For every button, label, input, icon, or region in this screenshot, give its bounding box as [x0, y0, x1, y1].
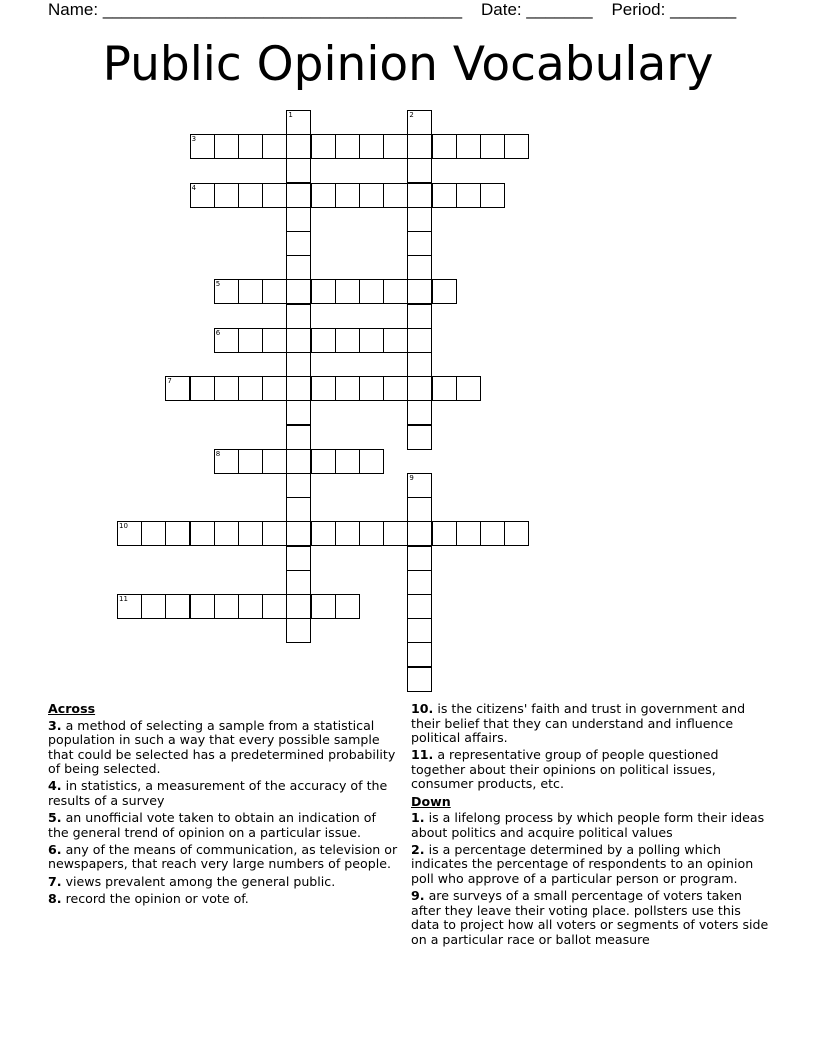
crossword-cell[interactable] — [190, 594, 215, 619]
crossword-cell[interactable] — [407, 667, 432, 692]
clue-item — [48, 779, 398, 808]
crossword-cell[interactable] — [262, 279, 287, 304]
crossword-cell[interactable] — [407, 497, 432, 522]
crossword-cell[interactable] — [286, 352, 311, 377]
crossword-cell[interactable] — [286, 158, 311, 183]
clue-number: 7 — [167, 377, 172, 386]
crossword-cell[interactable] — [432, 376, 457, 401]
clue-item-text: is a percentage determined by a polling which indicates the percentage of respondents to an opinion poll who approve of a particular person or program. — [411, 841, 754, 887]
crossword-cell[interactable] — [480, 183, 505, 208]
crossword-cell[interactable] — [407, 570, 432, 595]
crossword-cell[interactable] — [286, 594, 311, 619]
crossword-cell[interactable] — [117, 594, 142, 619]
crossword-cell[interactable] — [214, 594, 239, 619]
crossword-cell[interactable] — [286, 546, 311, 571]
crossword-cell[interactable] — [432, 279, 457, 304]
clue-item-text: an unofficial vote taken to obtain an indication of the general trend of opinion on a particular issue. — [48, 810, 376, 840]
crossword-cell[interactable] — [286, 400, 311, 425]
clue-item-number: 3. — [48, 717, 62, 733]
crossword-cell[interactable] — [432, 521, 457, 546]
clue-item-number: 10. — [411, 701, 434, 716]
clue-item-text: record the opinion or vote of. — [65, 890, 249, 906]
crossword-cell[interactable] — [407, 279, 432, 304]
crossword-cell[interactable] — [480, 134, 505, 159]
crossword-cell[interactable] — [286, 618, 311, 643]
crossword-cell[interactable] — [214, 376, 239, 401]
across-clue-list-continued — [411, 702, 771, 792]
crossword-cell[interactable] — [190, 183, 215, 208]
crossword-cell[interactable] — [407, 207, 432, 232]
crossword-cell[interactable] — [165, 594, 190, 619]
clue-item-text: any of the means of communication, as television or newspapers, that reach very large numbers of people. — [48, 841, 398, 872]
clue-number: 9 — [409, 474, 414, 482]
clues-right-column — [411, 702, 771, 950]
crossword-cell[interactable] — [335, 594, 360, 619]
crossword-cell[interactable] — [311, 134, 336, 159]
crossword-cell[interactable] — [214, 328, 239, 353]
crossword-cell[interactable] — [407, 425, 432, 450]
name-blank[interactable]: ______________________________________ — [102, 0, 463, 19]
clue-item-number: 6. — [48, 841, 62, 857]
clue-item-number: 4. — [48, 778, 62, 794]
crossword-cell[interactable] — [286, 521, 311, 546]
crossword-cell[interactable] — [456, 521, 481, 546]
crossword-cell[interactable] — [359, 328, 384, 353]
crossword-cell[interactable] — [407, 183, 432, 208]
crossword-cell[interactable] — [262, 134, 287, 159]
crossword-cell[interactable] — [238, 183, 263, 208]
crossword-cell[interactable] — [359, 134, 384, 159]
crossword-cell[interactable] — [504, 521, 529, 546]
crossword-cell[interactable] — [238, 134, 263, 159]
crossword-cell[interactable] — [432, 134, 457, 159]
crossword-cell[interactable] — [456, 134, 481, 159]
crossword-cell[interactable] — [407, 546, 432, 571]
clue-item-text: a method of selecting a sample from a statistical population in such a way that every possible sample that could be selected has a predetermined probability of being selected. — [48, 717, 396, 777]
crossword-cell[interactable] — [311, 279, 336, 304]
crossword-cell[interactable] — [407, 642, 432, 667]
crossword-cell[interactable] — [238, 594, 263, 619]
crossword-cell[interactable] — [407, 255, 432, 280]
crossword-cell[interactable] — [335, 449, 360, 474]
crossword-cell[interactable] — [407, 376, 432, 401]
crossword-cell[interactable] — [335, 183, 360, 208]
clue-number: 5 — [215, 280, 221, 289]
clue-item — [48, 719, 398, 777]
clue-number: 3 — [191, 135, 197, 144]
crossword-cell[interactable] — [286, 449, 311, 474]
clue-item-number: 1. — [411, 810, 425, 826]
clue-number: 11 — [119, 595, 128, 603]
crossword-cell[interactable] — [359, 449, 384, 474]
name-label: Name: — [48, 0, 99, 19]
crossword-cell[interactable] — [456, 376, 481, 401]
crossword-cell[interactable] — [383, 183, 408, 208]
crossword-cell[interactable] — [383, 328, 408, 353]
crossword-cell[interactable] — [214, 134, 239, 159]
crossword-cell[interactable] — [141, 521, 166, 546]
clue-item-number: 11. — [411, 747, 434, 763]
clue-item — [48, 843, 398, 872]
crossword-cell[interactable] — [286, 255, 311, 280]
crossword-cell[interactable] — [286, 207, 311, 232]
crossword-cell[interactable] — [238, 449, 263, 474]
clue-item — [48, 892, 398, 907]
clue-number: 10 — [119, 522, 128, 531]
crossword-cell[interactable] — [407, 400, 432, 425]
crossword-cell[interactable] — [335, 376, 360, 401]
clue-item — [411, 811, 771, 840]
crossword-cell[interactable] — [286, 134, 311, 159]
crossword-cell[interactable] — [214, 449, 239, 474]
clue-item-text: are surveys of a small percentage of voters taken after they leave their voting place. pollsters use this data to project how all voters or segments of voters side on a particular race or ballot measure — [411, 888, 769, 947]
crossword-cell[interactable] — [359, 521, 384, 546]
crossword-cell[interactable] — [456, 183, 481, 208]
period-label: Period: — [611, 0, 666, 19]
crossword-cell[interactable] — [190, 376, 215, 401]
crossword-cell[interactable] — [286, 425, 311, 450]
crossword-cell[interactable] — [238, 328, 263, 353]
crossword-cell[interactable] — [359, 376, 384, 401]
crossword-cell[interactable] — [335, 328, 360, 353]
clue-item-text: a representative group of people questioned together about their opinions on political issues, consumer products, etc. — [411, 747, 719, 792]
clue-item — [411, 843, 771, 887]
clue-item — [48, 811, 398, 840]
crossword-cell[interactable] — [480, 521, 505, 546]
clue-item — [411, 702, 771, 746]
clue-item-number: 8. — [48, 890, 62, 906]
clue-item-number: 2. — [411, 841, 425, 857]
crossword-cell[interactable] — [407, 231, 432, 256]
crossword-cell[interactable] — [286, 279, 311, 304]
down-heading: Down — [411, 793, 451, 809]
crossword-cell[interactable] — [238, 376, 263, 401]
crossword-cell[interactable] — [335, 521, 360, 546]
crossword-cell[interactable] — [407, 134, 432, 159]
crossword-cell[interactable] — [407, 328, 432, 353]
crossword-cell[interactable] — [407, 304, 432, 329]
period-blank[interactable]: _______ — [670, 0, 737, 19]
crossword-cell[interactable] — [141, 594, 166, 619]
crossword-cell[interactable] — [311, 449, 336, 474]
crossword-cell[interactable] — [407, 618, 432, 643]
crossword-cell[interactable] — [190, 521, 215, 546]
date-blank[interactable]: _______ — [526, 0, 593, 19]
crossword-cell[interactable] — [286, 473, 311, 498]
crossword-cell[interactable] — [335, 134, 360, 159]
crossword-cell[interactable] — [311, 521, 336, 546]
clue-item-number: 9. — [411, 888, 425, 904]
crossword-cell[interactable] — [117, 521, 142, 546]
crossword-cell[interactable] — [214, 521, 239, 546]
clues-left-column — [48, 702, 398, 909]
crossword-cell[interactable] — [262, 328, 287, 353]
crossword-cell[interactable] — [286, 110, 311, 135]
crossword-cell[interactable] — [262, 594, 287, 619]
crossword-cell[interactable] — [383, 134, 408, 159]
crossword-cell[interactable] — [165, 521, 190, 546]
crossword-cell[interactable] — [359, 183, 384, 208]
crossword-cell[interactable] — [407, 110, 432, 135]
clue-item-text: is the citizens' faith and trust in government and their belief that they can understand and influence political affairs. — [411, 701, 746, 746]
clue-item-text: is a lifelong process by which people form their ideas about politics and acquire political values — [411, 810, 765, 840]
clue-number: 4 — [191, 183, 197, 192]
page-title: Public Opinion Vocabulary — [102, 37, 714, 92]
clue-number: 2 — [409, 111, 414, 119]
crossword-cell[interactable] — [407, 594, 432, 619]
crossword-cell[interactable] — [262, 183, 287, 208]
crossword-cell[interactable] — [214, 183, 239, 208]
crossword-cell[interactable] — [262, 376, 287, 401]
clue-item — [411, 889, 771, 947]
crossword-cell[interactable] — [190, 134, 215, 159]
crossword-cell[interactable] — [286, 376, 311, 401]
across-clue-list — [48, 719, 398, 907]
crossword-cell[interactable] — [311, 328, 336, 353]
crossword-cell[interactable] — [504, 134, 529, 159]
across-heading: Across — [48, 701, 96, 716]
crossword-cell[interactable] — [383, 521, 408, 546]
crossword-cell[interactable] — [286, 304, 311, 329]
crossword-cell[interactable] — [286, 497, 311, 522]
crossword-cell[interactable] — [238, 521, 263, 546]
clue-number: 1 — [288, 111, 293, 119]
crossword-cell[interactable] — [383, 279, 408, 304]
clue-number: 8 — [215, 449, 221, 458]
clue-item — [411, 748, 771, 792]
clue-item — [48, 875, 398, 890]
crossword-cell[interactable] — [238, 279, 263, 304]
crossword-cell[interactable] — [407, 521, 432, 546]
crossword-cell[interactable] — [407, 473, 432, 498]
clue-item-text: in statistics, a measurement of the accuracy of the results of a survey — [48, 778, 388, 809]
crossword-cell[interactable] — [286, 328, 311, 353]
date-label: Date: — [481, 0, 522, 19]
crossword-cell[interactable] — [383, 376, 408, 401]
crossword-cell[interactable] — [359, 279, 384, 304]
crossword-cell[interactable] — [311, 183, 336, 208]
crossword-cell[interactable] — [432, 183, 457, 208]
crossword-cell[interactable] — [286, 570, 311, 595]
crossword-cell[interactable] — [262, 449, 287, 474]
crossword-cell[interactable] — [262, 521, 287, 546]
clue-item-number: 7. — [48, 873, 62, 889]
clue-item-number: 5. — [48, 810, 62, 826]
down-clue-list — [411, 811, 771, 947]
clue-number: 6 — [215, 328, 221, 337]
crossword-cell[interactable] — [311, 376, 336, 401]
crossword-cell[interactable] — [214, 279, 239, 304]
crossword-cell[interactable] — [286, 183, 311, 208]
crossword-cell[interactable] — [335, 279, 360, 304]
crossword-cell[interactable] — [311, 594, 336, 619]
crossword-cell[interactable] — [286, 231, 311, 256]
crossword-cell[interactable] — [407, 158, 432, 183]
crossword-cell[interactable] — [407, 352, 432, 377]
crossword-cell[interactable] — [165, 376, 190, 401]
clue-item-text: views prevalent among the general public. — [65, 873, 336, 889]
